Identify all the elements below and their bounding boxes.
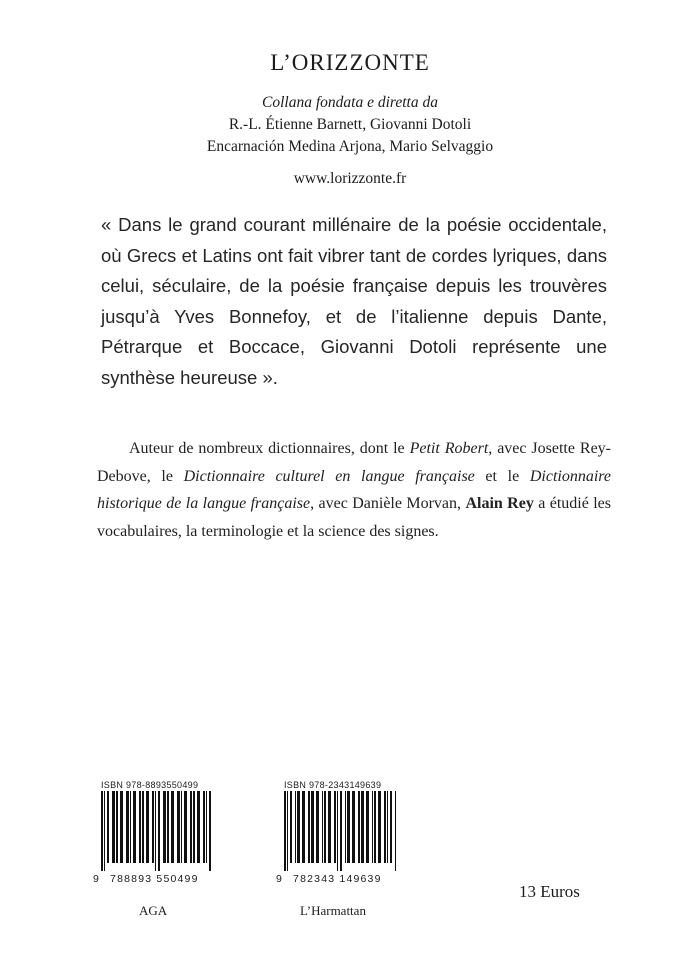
barcode-bar (203, 791, 205, 863)
barcode-bar (142, 791, 144, 863)
barcode-bar (171, 791, 174, 863)
barcode-bar (390, 791, 392, 863)
bio-author-name: Alain Rey (465, 495, 534, 512)
barcode-bar (372, 791, 373, 863)
barcode-bar (308, 791, 310, 863)
editors-line-2: Encarnación Medina Arjona, Mario Selvaggio (206, 138, 494, 155)
barcode-bar (130, 791, 131, 863)
barcode-bar (324, 791, 326, 863)
barcode-bar (181, 791, 182, 863)
bio-text-1: Auteur de nombreux dictionnaires, dont le (129, 440, 410, 457)
barcode-bar (167, 791, 169, 863)
series-header (0, 50, 700, 188)
barcode-bar (158, 791, 160, 871)
barcode-bar (284, 791, 286, 871)
author-bio (97, 435, 611, 545)
barcode-bar (384, 791, 386, 863)
barcode-bar (340, 791, 342, 871)
barcode-bar (206, 791, 207, 863)
barcode-digits (276, 873, 416, 885)
blurb-quote: « Dans le grand courant millénaire de la poésie occidentale, où Grecs et Latins ont fait vibrer tant de cordes lyriques, dans celui, séculaire, de la poésie française depuis les trouvères jusqu’à Yves Bonnefoy, et de l’italienne depuis Dante, Pétrarque et Boccace, Giovanni Dotoli représente une synthèse heureuse ». (101, 214, 607, 388)
barcode-bar (290, 791, 292, 863)
barcode-bar (133, 791, 136, 863)
barcode-bar (302, 791, 305, 863)
bio-title-petit-robert: Petit Robert (409, 440, 489, 457)
bio-title-dictionnaire-historique: Dictionnaire historique de la langue française (97, 467, 612, 512)
barcode-bar (155, 791, 156, 871)
barcode-bar (322, 791, 323, 863)
barcode-lead-digit: 9 (93, 873, 101, 885)
bio-text-4: , avec Danièle Morvan, (310, 495, 466, 512)
barcode-bar (316, 791, 319, 863)
barcode-bar (116, 791, 118, 863)
barcode-bar (197, 791, 200, 863)
barcode-bar (328, 791, 331, 863)
barcode-bar (297, 791, 300, 863)
series-website[interactable]: www.lorizzonte.fr (293, 170, 407, 187)
isbn-barcode-aga (93, 780, 233, 919)
barcode-bar (209, 791, 211, 871)
barcode-bar (112, 791, 115, 863)
barcode-bar (366, 791, 369, 863)
barcode-bar (146, 791, 149, 863)
isbn-label: ISBN 978-2343149639 (284, 780, 382, 790)
barcode-bar (378, 791, 381, 863)
barcode-bar (152, 791, 154, 863)
bio-text-3: et le (474, 467, 530, 485)
barcode-bar (395, 791, 396, 871)
barcode-bar (361, 791, 364, 863)
isbn-barcode-harmattan (276, 780, 416, 919)
barcode-bar (126, 791, 129, 863)
barcode-digits (93, 873, 233, 885)
barcode-bar (287, 791, 288, 871)
series-title: L’ORIZZONTE (270, 50, 430, 75)
barcode-bar (337, 791, 338, 871)
barcode-bar (387, 791, 388, 863)
barcode-bar (347, 791, 350, 863)
barcode-bar (193, 791, 195, 863)
barcode-bar (107, 791, 109, 863)
bio-text-2: , avec Josette Rey-Debove, le (97, 440, 612, 485)
barcode-bar (101, 791, 103, 871)
editors-line-1: R.-L. Étienne Barnett, Giovanni Dotoli (228, 116, 472, 133)
barcode-bar (358, 791, 360, 863)
barcode-bar (139, 791, 141, 863)
bio-text-5: a étudié les vocabulaires, la terminologie et la science des signes. (97, 495, 612, 540)
isbn-label: ISBN 978-8893550499 (101, 780, 199, 790)
barcode-bars (97, 791, 217, 871)
barcode-bar (104, 791, 105, 871)
barcode-bar (190, 791, 192, 863)
barcode-bar (374, 791, 376, 863)
publisher-label: L’Harmattan (300, 903, 366, 918)
barcode-lead-digit: 9 (276, 873, 284, 885)
barcode-bar (295, 791, 296, 863)
barcode-number: 788893 550499 (110, 873, 199, 885)
barcode-bar (352, 791, 355, 863)
barcode-bar (311, 791, 314, 863)
price: 13 Euros (519, 882, 580, 901)
barcode-bar (177, 791, 180, 863)
barcode-number: 782343 149639 (293, 873, 382, 885)
series-subtitle: Collana fondata e diretta da (262, 94, 438, 111)
barcode-bar (345, 791, 346, 863)
barcode-bar (163, 791, 166, 863)
barcode-bar (184, 791, 187, 863)
barcode-bars (280, 791, 400, 871)
barcode-bar (120, 791, 123, 863)
publisher-label: AGA (139, 903, 168, 918)
bio-title-dictionnaire-culturel: Dictionnaire culturel en langue française (183, 467, 475, 485)
barcode-bar (334, 791, 336, 863)
